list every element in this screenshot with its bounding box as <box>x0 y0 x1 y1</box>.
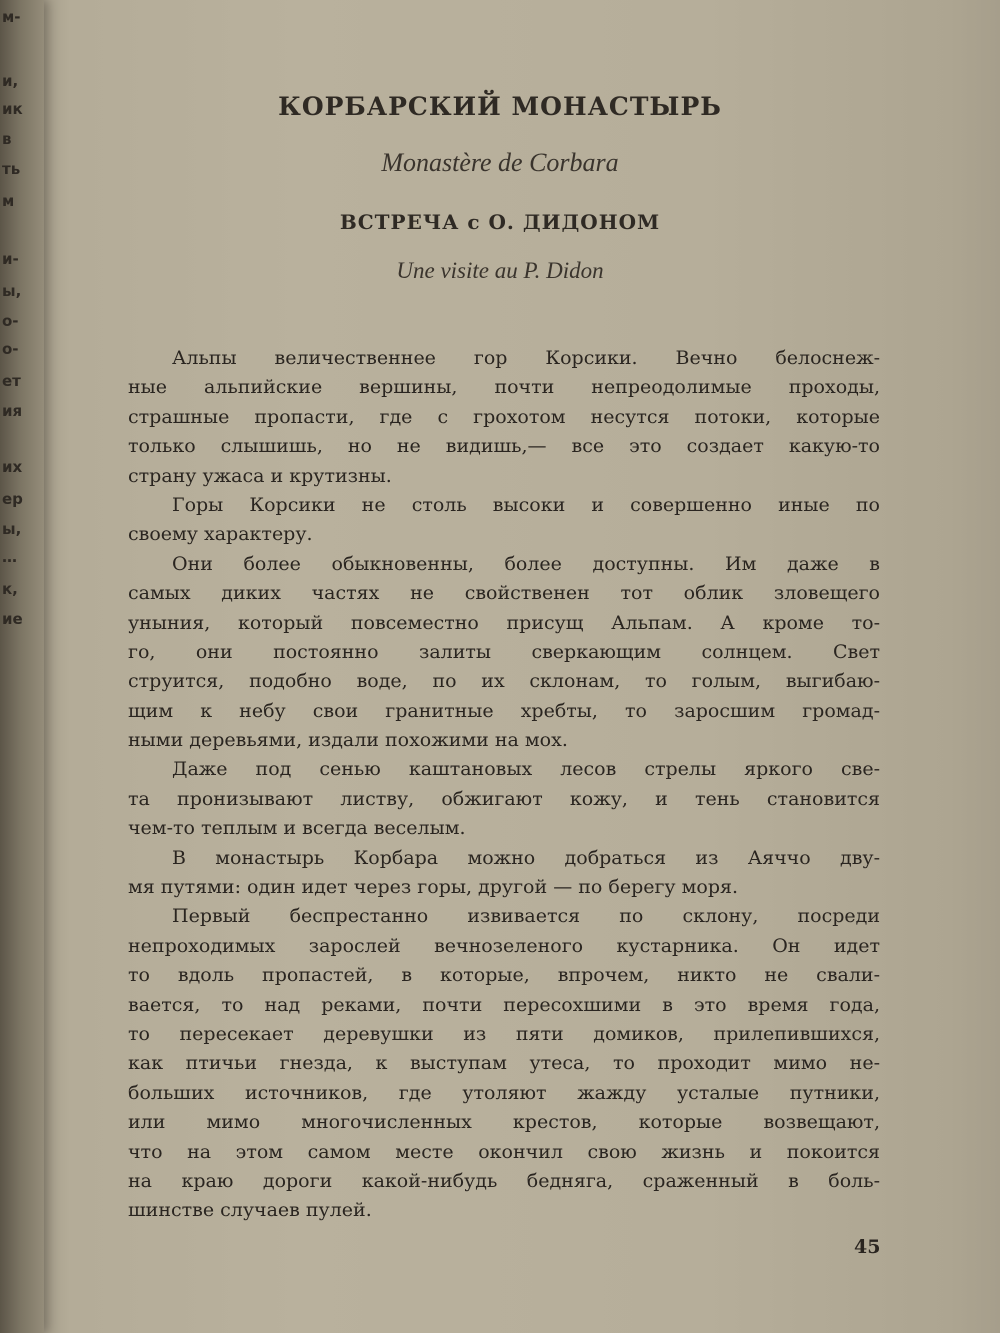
previous-page-fragment: … <box>2 548 17 566</box>
text-line: Даже под сенью каштановых лесов стрелы яркого све- <box>172 758 880 781</box>
text-line: чем-то теплым и всегда веселым. <box>128 817 466 840</box>
text-line: Первый беспрестанно извивается по склону, посреди <box>172 905 880 928</box>
page-number: 45 <box>854 1236 881 1258</box>
text-line: непроходимых зарослей вечнозеленого кустарника. Он идет <box>128 934 880 957</box>
text-line: Горы Корсики не столь высоки и совершенно иные по <box>172 493 880 516</box>
body-text <box>128 344 880 1226</box>
text-line: струится, подобно воде, по их склонам, то голым, выгибаю- <box>128 670 880 693</box>
text-line: го, они постоянно залиты сверкающим солнцем. Свет <box>128 640 880 663</box>
previous-page-edge <box>0 0 44 1333</box>
text-line: или мимо многочисленных крестов, которые возвещают, <box>128 1111 880 1134</box>
text-line: самых диких частях не свойственен тот облик зловещего <box>128 582 880 605</box>
text-line: что на этом самом месте окончил свою жизнь и покоится <box>128 1140 880 1163</box>
previous-page-fragment: м- <box>2 8 21 26</box>
text-line: больших источников, где утоляют жажду усталые путники, <box>128 1081 880 1104</box>
text-line: как птичьи гнезда, к выступам утеса, то проходит мимо не- <box>128 1052 880 1075</box>
text-line: щим к небу свои гранитные хребты, то заросшим громад- <box>128 699 880 722</box>
text-line: шинстве случаев пулей. <box>128 1199 372 1222</box>
section-title: ВСТРЕЧА с О. ДИДОНОМ <box>339 210 661 234</box>
previous-page-fragment: м <box>2 192 15 210</box>
text-line: то вдоль пропастей, в которые, впрочем, никто не свали- <box>128 964 880 987</box>
text-line: та пронизывают листву, обжигают кожу, и тень становится <box>128 787 880 810</box>
previous-page-fragment: ик <box>2 100 23 118</box>
text-line: ными деревьями, издали похожими на мох. <box>128 729 568 752</box>
previous-page-fragment: к, <box>2 580 18 598</box>
previous-page-fragment: о- <box>2 340 19 358</box>
text-line: своему характеру. <box>128 523 313 546</box>
previous-page-fragment: в <box>2 130 12 148</box>
previous-page-fragment: о- <box>2 312 19 330</box>
previous-page-fragment: ет <box>2 372 21 390</box>
text-line: Альпы величественнее гор Корсики. Вечно белоснеж- <box>172 347 880 369</box>
previous-page-fragment: и, <box>2 72 19 90</box>
previous-page-fragment: ы, <box>2 520 22 538</box>
previous-page-fragment: ер <box>2 490 23 508</box>
section-subtitle-french: Une visite au P. Didon <box>396 258 604 283</box>
text-line: вается, то над реками, почти пересохшими в это время года, <box>128 993 880 1016</box>
text-line: на краю дороги какой-нибудь бедняга, сраженный в боль- <box>128 1169 880 1192</box>
previous-page-fragment: ие <box>2 610 23 628</box>
text-line: уныния, который повсеместно присущ Альпам. А кроме то- <box>128 611 880 634</box>
text-line: страну ужаса и крутизны. <box>128 464 392 487</box>
previous-page-fragment: ия <box>2 402 23 420</box>
text-line: Они более обыкновенны, более доступны. Им даже в <box>172 552 880 575</box>
chapter-subtitle-french: Monastère de Corbara <box>381 148 619 177</box>
previous-page-fragment: ы, <box>2 282 22 300</box>
text-line: В монастырь Корбара можно добраться из Аяччо дву- <box>172 846 880 869</box>
text-line: то пересекает деревушки из пяти домиков, прилепившихся, <box>128 1022 880 1045</box>
previous-page-fragment: их <box>2 458 23 476</box>
previous-page-fragment: ть <box>2 160 21 178</box>
text-line: страшные пропасти, где с грохотом несутся потоки, которые <box>128 405 880 428</box>
chapter-title: КОРБАРСКИЙ МОНАСТЫРЬ <box>278 92 722 121</box>
text-line: только слышишь, но не видишь,— все это создает какую-то <box>128 435 880 458</box>
text-line: мя путями: один идет через горы, другой — по берегу моря. <box>128 876 739 899</box>
text-line: ные альпийские вершины, почти непреодолимые проходы, <box>128 376 880 399</box>
previous-page-fragment: и- <box>2 250 19 268</box>
